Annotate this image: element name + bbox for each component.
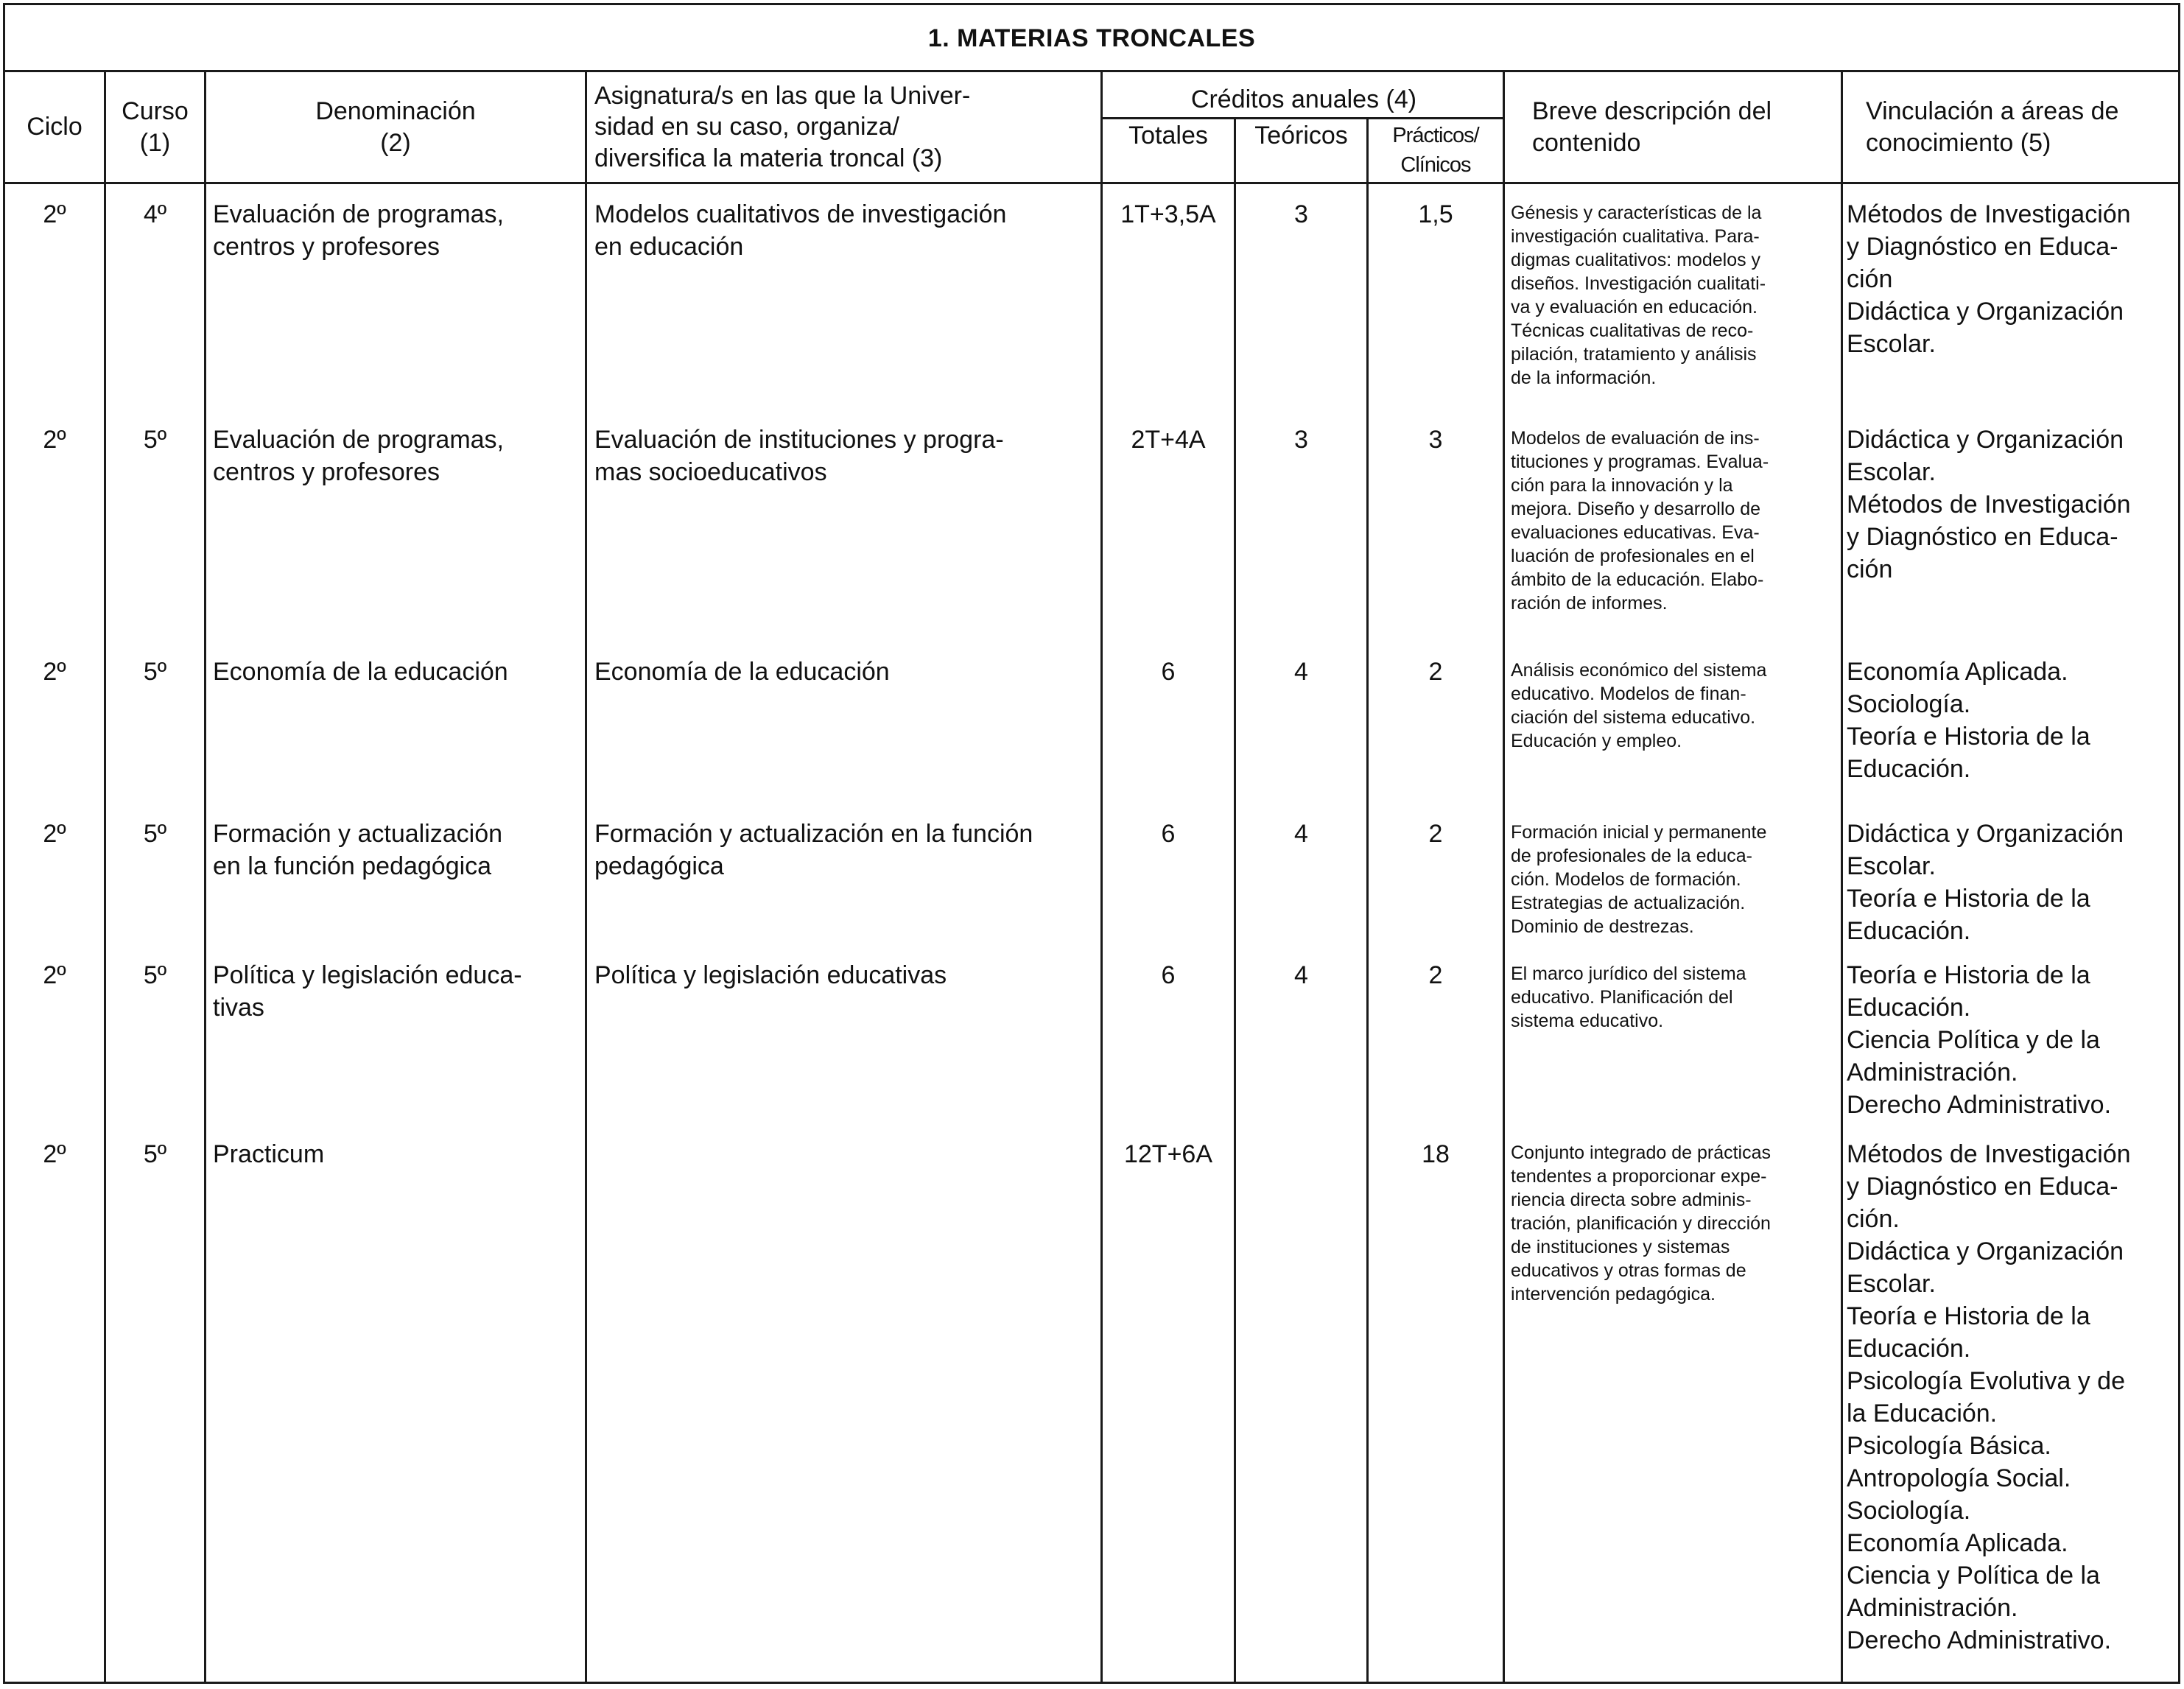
cell-totales: 2T+4A — [1131, 426, 1206, 454]
cell-totales: 6 — [1161, 820, 1176, 848]
header-curso: Curso (1) — [122, 97, 189, 157]
cell-denominacion: Economía de la educación — [213, 658, 508, 686]
header-totales: Totales — [1128, 121, 1208, 150]
cell-curso: 5º — [143, 820, 167, 848]
cell-denominacion: Practicum — [213, 1140, 325, 1168]
header-practicos: Prácticos/ Clínicos — [1392, 124, 1479, 177]
header-descripcion: Breve descripción del contenido — [1532, 97, 1772, 157]
cell-denominacion: Evaluación de programas, centros y profesores — [213, 200, 505, 261]
col-divider — [1366, 117, 1369, 1682]
cell-descripcion: Conjunto integrado de prácticas tendentes a proporcionar expe- riencia directa sobre adminis- tración, planificación y dirección de instituciones y sistemas educativos y otras formas de intervención pedagógica. — [1511, 1142, 1772, 1305]
cell-vinculacion: Didáctica y Organización Escolar. Teoría e Historia de la Educación. — [1847, 820, 2124, 945]
header-teoricos: Teóricos — [1254, 121, 1348, 150]
cell-ciclo: 2º — [43, 658, 66, 686]
cell-denominacion: Política y legislación educa- tivas — [213, 961, 522, 1022]
cell-asignatura: Formación y actualización en la función pedagógica — [594, 820, 1033, 880]
cell-curso: 5º — [143, 658, 167, 686]
table-title: 1. MATERIAS TRONCALES — [927, 24, 1256, 52]
cell-practicos: 3 — [1428, 426, 1443, 454]
cell-vinculacion: Teoría e Historia de la Educación. Ciencia Política y de la Administración. Derecho Administrativo. — [1847, 961, 2112, 1119]
cell-totales: 1T+3,5A — [1120, 200, 1216, 228]
cell-totales: 6 — [1161, 658, 1176, 686]
cell-descripcion: Análisis económico del sistema educativo. Modelos de finan- ciación del sistema educativo. Educación y empleo. — [1511, 660, 1767, 751]
header-creditos: Créditos anuales (4) — [1190, 85, 1417, 113]
cell-practicos: 1,5 — [1418, 200, 1453, 228]
cell-totales: 12T+6A — [1123, 1140, 1213, 1168]
cell-ciclo: 2º — [43, 426, 66, 454]
cell-teoricos: 4 — [1294, 658, 1308, 686]
cell-asignatura: Política y legislación educativas — [594, 961, 947, 989]
cell-curso: 5º — [143, 1140, 167, 1168]
header-divider — [5, 182, 2178, 184]
header-ciclo: Ciclo — [27, 113, 82, 141]
header-asignatura: Asignatura/s en las que la Univer- sidad en su caso, organiza/ diversifica la materia troncal (3) — [594, 81, 971, 172]
cell-asignatura: Evaluación de instituciones y progra- mas socioeducativos — [594, 426, 1004, 486]
cell-descripcion: El marco jurídico del sistema educativo. Planificación del sistema educativo. — [1511, 963, 1746, 1031]
cell-vinculacion: Métodos de Investigación y Diagnóstico en Educa- ción Didáctica y Organización Escolar. — [1847, 200, 2131, 358]
col-divider — [1100, 71, 1103, 1682]
cell-descripcion: Génesis y características de la investigación cualitativa. Para- digmas cualitativos: modelos y diseños. Investigación cualitati- va y evaluación en educación. Técnicas cualitativas de reco- pilación, tratamiento y análisis de la información. — [1511, 203, 1766, 388]
cell-vinculacion: Didáctica y Organización Escolar. Métodos de Investigación y Diagnóstico en Educa- ción — [1847, 426, 2131, 583]
cell-practicos: 2 — [1428, 820, 1443, 848]
cell-vinculacion: Métodos de Investigación y Diagnóstico en Educa- ción. Didáctica y Organización Escolar. Teoría e Historia de la Educación. Psicología Evolutiva y de la Educación. Psicología Básica. Antropología Social. Sociología. Economía Aplicada. Ciencia y Política de la Administración. Derecho Administrativo. — [1847, 1140, 2131, 1654]
cell-practicos: 2 — [1428, 961, 1443, 989]
cell-asignatura: Economía de la educación — [594, 658, 890, 686]
header-denominacion: Denominación (2) — [315, 97, 476, 157]
cell-denominacion: Evaluación de programas, centros y profesores — [213, 426, 505, 486]
cell-descripcion: Modelos de evaluación de ins- tituciones y programas. Evalua- ción para la innovación y la mejora. Diseño y desarrollo de evaluaciones educativas. Eva- luación de profesionales en el ámbito de la educación. Elabo- ración de informes. — [1511, 428, 1769, 614]
cell-ciclo: 2º — [43, 961, 66, 989]
cell-asignatura: Modelos cualitativos de investigación en educación — [594, 200, 1007, 261]
materias-troncales-table — [3, 3, 2180, 1684]
cell-totales: 6 — [1161, 961, 1176, 989]
cell-curso: 4º — [143, 200, 167, 228]
cell-ciclo: 2º — [43, 200, 66, 228]
col-divider — [1234, 117, 1236, 1682]
cell-teoricos: 3 — [1294, 200, 1308, 228]
cell-ciclo: 2º — [43, 1140, 66, 1168]
cell-teoricos: 4 — [1294, 820, 1308, 848]
col-divider — [1503, 71, 1505, 1682]
cell-vinculacion: Economía Aplicada. Sociología. Teoría e Historia de la Educación. — [1847, 658, 2090, 783]
cell-curso: 5º — [143, 961, 167, 989]
cell-ciclo: 2º — [43, 820, 66, 848]
cell-curso: 5º — [143, 426, 167, 454]
col-divider — [204, 71, 206, 1682]
col-divider — [104, 71, 106, 1682]
col-divider — [585, 71, 587, 1682]
col-divider — [1841, 71, 1843, 1682]
cell-teoricos: 4 — [1294, 961, 1308, 989]
cell-descripcion: Formación inicial y permanente de profesionales de la educa- ción. Modelos de formación. Estrategias de actualización. Dominio de destrezas. — [1511, 822, 1767, 937]
cell-teoricos: 3 — [1294, 426, 1308, 454]
cell-practicos: 18 — [1422, 1140, 1450, 1168]
cell-denominacion: Formación y actualización en la función pedagógica — [213, 820, 503, 880]
header-vinculacion: Vinculación a áreas de conocimiento (5) — [1866, 97, 2119, 157]
cell-practicos: 2 — [1428, 658, 1443, 686]
